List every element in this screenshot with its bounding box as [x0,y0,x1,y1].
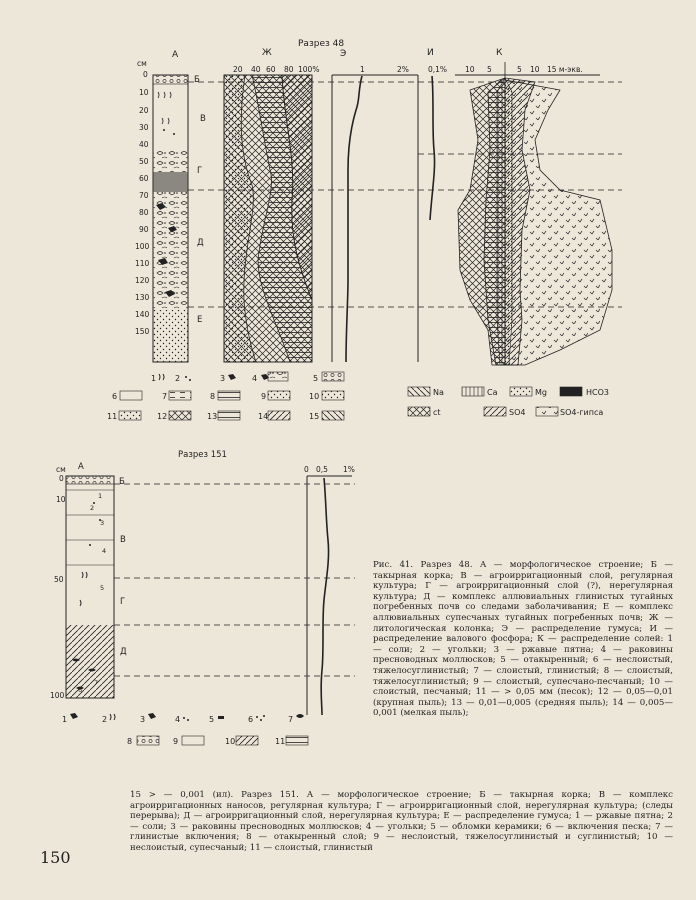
fig1-salt-legend [408,387,609,417]
legend-num: 3 [140,715,146,724]
depth-tick: 100 [50,691,65,700]
salt-label: Ca [487,388,498,397]
figure-caption-continuation: 15 > — 0,001 (ил). Разрез 151. А — морфологическое строение; Б — такырная корка; В — комплекс агроирригационных наносов, регулярная культура; Г — агроирригационный слой, нерегулярная культура; (следы перерыва); Д — агроирригационный слой, нерегулярная культура; Е — распределение гумуса; 1 — ржавые пятна; 2 — соли; 3 — раковины пресноводных моллюсков; 4 — угольки; 5 — обломки керамики; 6 — включения песка; 7 — глинистые включения; 8 — отакыренный слой; 9 — неслоистый, тяжелосуглинистый и суглинистый; 10 — неслоистый, супесчаный; 11 — слоистый, глинистый [130,790,673,853]
horizon-label: Е [197,315,203,325]
legend-num: 7 [162,392,168,401]
legend-num: 5 [313,374,319,383]
legend-num: 14 [258,412,269,421]
fig2-legend [62,713,308,746]
fig1-depth-axis [135,59,153,362]
fig1-legend [107,372,344,421]
zh-tick: 100% [298,65,320,74]
figure-caption: Рис. 41. Разрез 48. А — морфологическое строение; Б — такырная корка; В — агроирригационный слой, регулярная культура; Г — агроирригационный слой (?), нерегулярная культура; Д — комплекс аллювиальных глинистых тугайных погребенных почв со следами заболачивания; Е — комплекс аллювиальных супесчаных тугайных погребенных почв; Ж — литологическая колонка; Э — распределение гумуса; И — распределение валового фосфора; К — распределение солей: 1 — соли; 2 — угольки; 3 — ржавые пятна; 4 — раковины пресноводных моллюсков; 5 — отакыренный; 6 — неслоистый, тяжелосуглинистый; 7 — слоистый, глинистый; 8 — слоистый, тяжелосуглинистый; 9 — слоистый, супесчано-песчаный; 10 — слоистый, песчаный; 11 — > 0,05 мм (песок); 12 — 0,05—0,01 (крупная пыль); 13 — 0,01—0,005 (средняя пыль); 14 — 0,005—0,001 (мелкая пыль); [373,560,673,719]
fig2-depth-axis [50,465,66,700]
salt-label: Na [433,388,444,397]
inner-num: 2 [90,504,95,512]
fig1-title: Разрез 48 [298,39,345,49]
zh-tick: 40 [251,65,261,74]
depth-tick: 50 [139,157,149,166]
salt-label: HCO3 [586,388,609,397]
horizon-label: Г [120,597,126,607]
depth-tick: 80 [139,208,149,217]
e-tick: 1 [360,65,365,74]
i-tick: 0,1% [428,65,448,74]
horizon-label: В [120,535,126,545]
fig1-col-label-i: И [427,48,434,58]
legend-num: 3 [220,374,226,383]
inner-num: 6 [78,686,83,694]
inner-num: 1 [98,492,103,500]
inner-num: 4 [102,547,107,555]
fig2-col-label-a: А [78,462,84,472]
fig2-horizon-labels [119,477,127,657]
legend-num: 1 [151,374,157,383]
depth-tick: 130 [135,293,150,302]
salt-label: Mg [535,388,547,397]
k-tick: 10 [530,65,540,74]
e-tick: 2% [397,65,409,74]
zh-tick: 80 [284,65,294,74]
legend-num: 12 [157,412,168,421]
inner-num: 5 [100,584,105,592]
fig1-humus-column [332,65,418,362]
legend-num: 6 [248,715,254,724]
horizon-label: Б [194,75,200,85]
horizon-label: Д [197,238,204,248]
inner-num: 7 [94,679,99,687]
zh-tick: 60 [266,65,276,74]
horizon-label: Д [120,647,127,657]
salt-label: SO4 [509,408,526,417]
depth-unit: см [137,59,147,68]
fig2-humus-column [304,465,355,715]
salt-label: ct [433,408,441,417]
legend-num: 11 [107,412,118,421]
depth-tick: 150 [135,327,150,336]
legend-num: 15 [309,412,320,421]
zh-tick: 20 [233,65,243,74]
fig1-col-label-k: К [496,48,503,58]
legend-num: 8 [210,392,216,401]
fig1-morphology-column [153,75,188,362]
depth-tick: 20 [139,106,149,115]
depth-tick: 0 [143,70,148,79]
humus-tick: 0,5 [316,465,328,474]
humus-tick: 1% [343,465,355,474]
depth-tick: 110 [135,259,150,268]
legend-num: 13 [207,412,218,421]
horizon-label: В [200,114,206,124]
legend-num: 11 [275,737,286,746]
legend-num: 10 [309,392,320,401]
legend-num: 9 [261,392,267,401]
horizon-label: Г [197,166,203,176]
k-tick: 5 [487,65,492,74]
depth-tick: 10 [139,88,149,97]
depth-tick: 100 [135,242,150,251]
depth-tick: 40 [139,140,149,149]
legend-num: 7 [288,715,294,724]
legend-num: 4 [252,374,258,383]
depth-tick: 70 [139,191,149,200]
inner-num: 3 [100,519,105,527]
depth-tick: 60 [139,174,149,183]
legend-num: 1 [62,715,68,724]
legend-num: 8 [127,737,133,746]
fig1-col-label-zh: Ж [262,48,272,58]
legend-num: 2 [175,374,181,383]
k-tick: 15 м-экв. [547,65,583,74]
horizon-label: Б [119,477,125,487]
legend-num: 5 [209,715,215,724]
depth-tick: 10 [56,495,66,504]
depth-tick: 0 [59,474,64,483]
depth-tick: 120 [135,276,150,285]
depth-tick: 90 [139,225,149,234]
legend-num: 4 [175,715,181,724]
depth-tick: 50 [54,575,64,584]
depth-unit: см [56,465,66,474]
page-number: 150 [40,848,71,867]
legend-num: 10 [225,737,236,746]
k-tick: 10 [465,65,475,74]
fig1-phosphorus-column [428,65,447,220]
fig1-salts-column [455,62,612,365]
legend-num: 9 [173,737,179,746]
salt-label: SO4-гипса [560,408,604,417]
k-tick: 5 [517,65,522,74]
fig1-col-label-e: Э [340,49,347,59]
fig2-title: Разрез 151 [178,450,227,460]
depth-tick: 140 [135,310,150,319]
humus-tick: 0 [304,465,309,474]
depth-tick: 30 [139,123,149,132]
fig1-lithology-column [224,65,319,362]
fig1-col-label-a: А [172,50,179,60]
legend-num: 2 [102,715,108,724]
legend-num: 6 [112,392,118,401]
fig2-horizon-lines [114,484,355,676]
fig1-horizon-labels [194,75,206,325]
